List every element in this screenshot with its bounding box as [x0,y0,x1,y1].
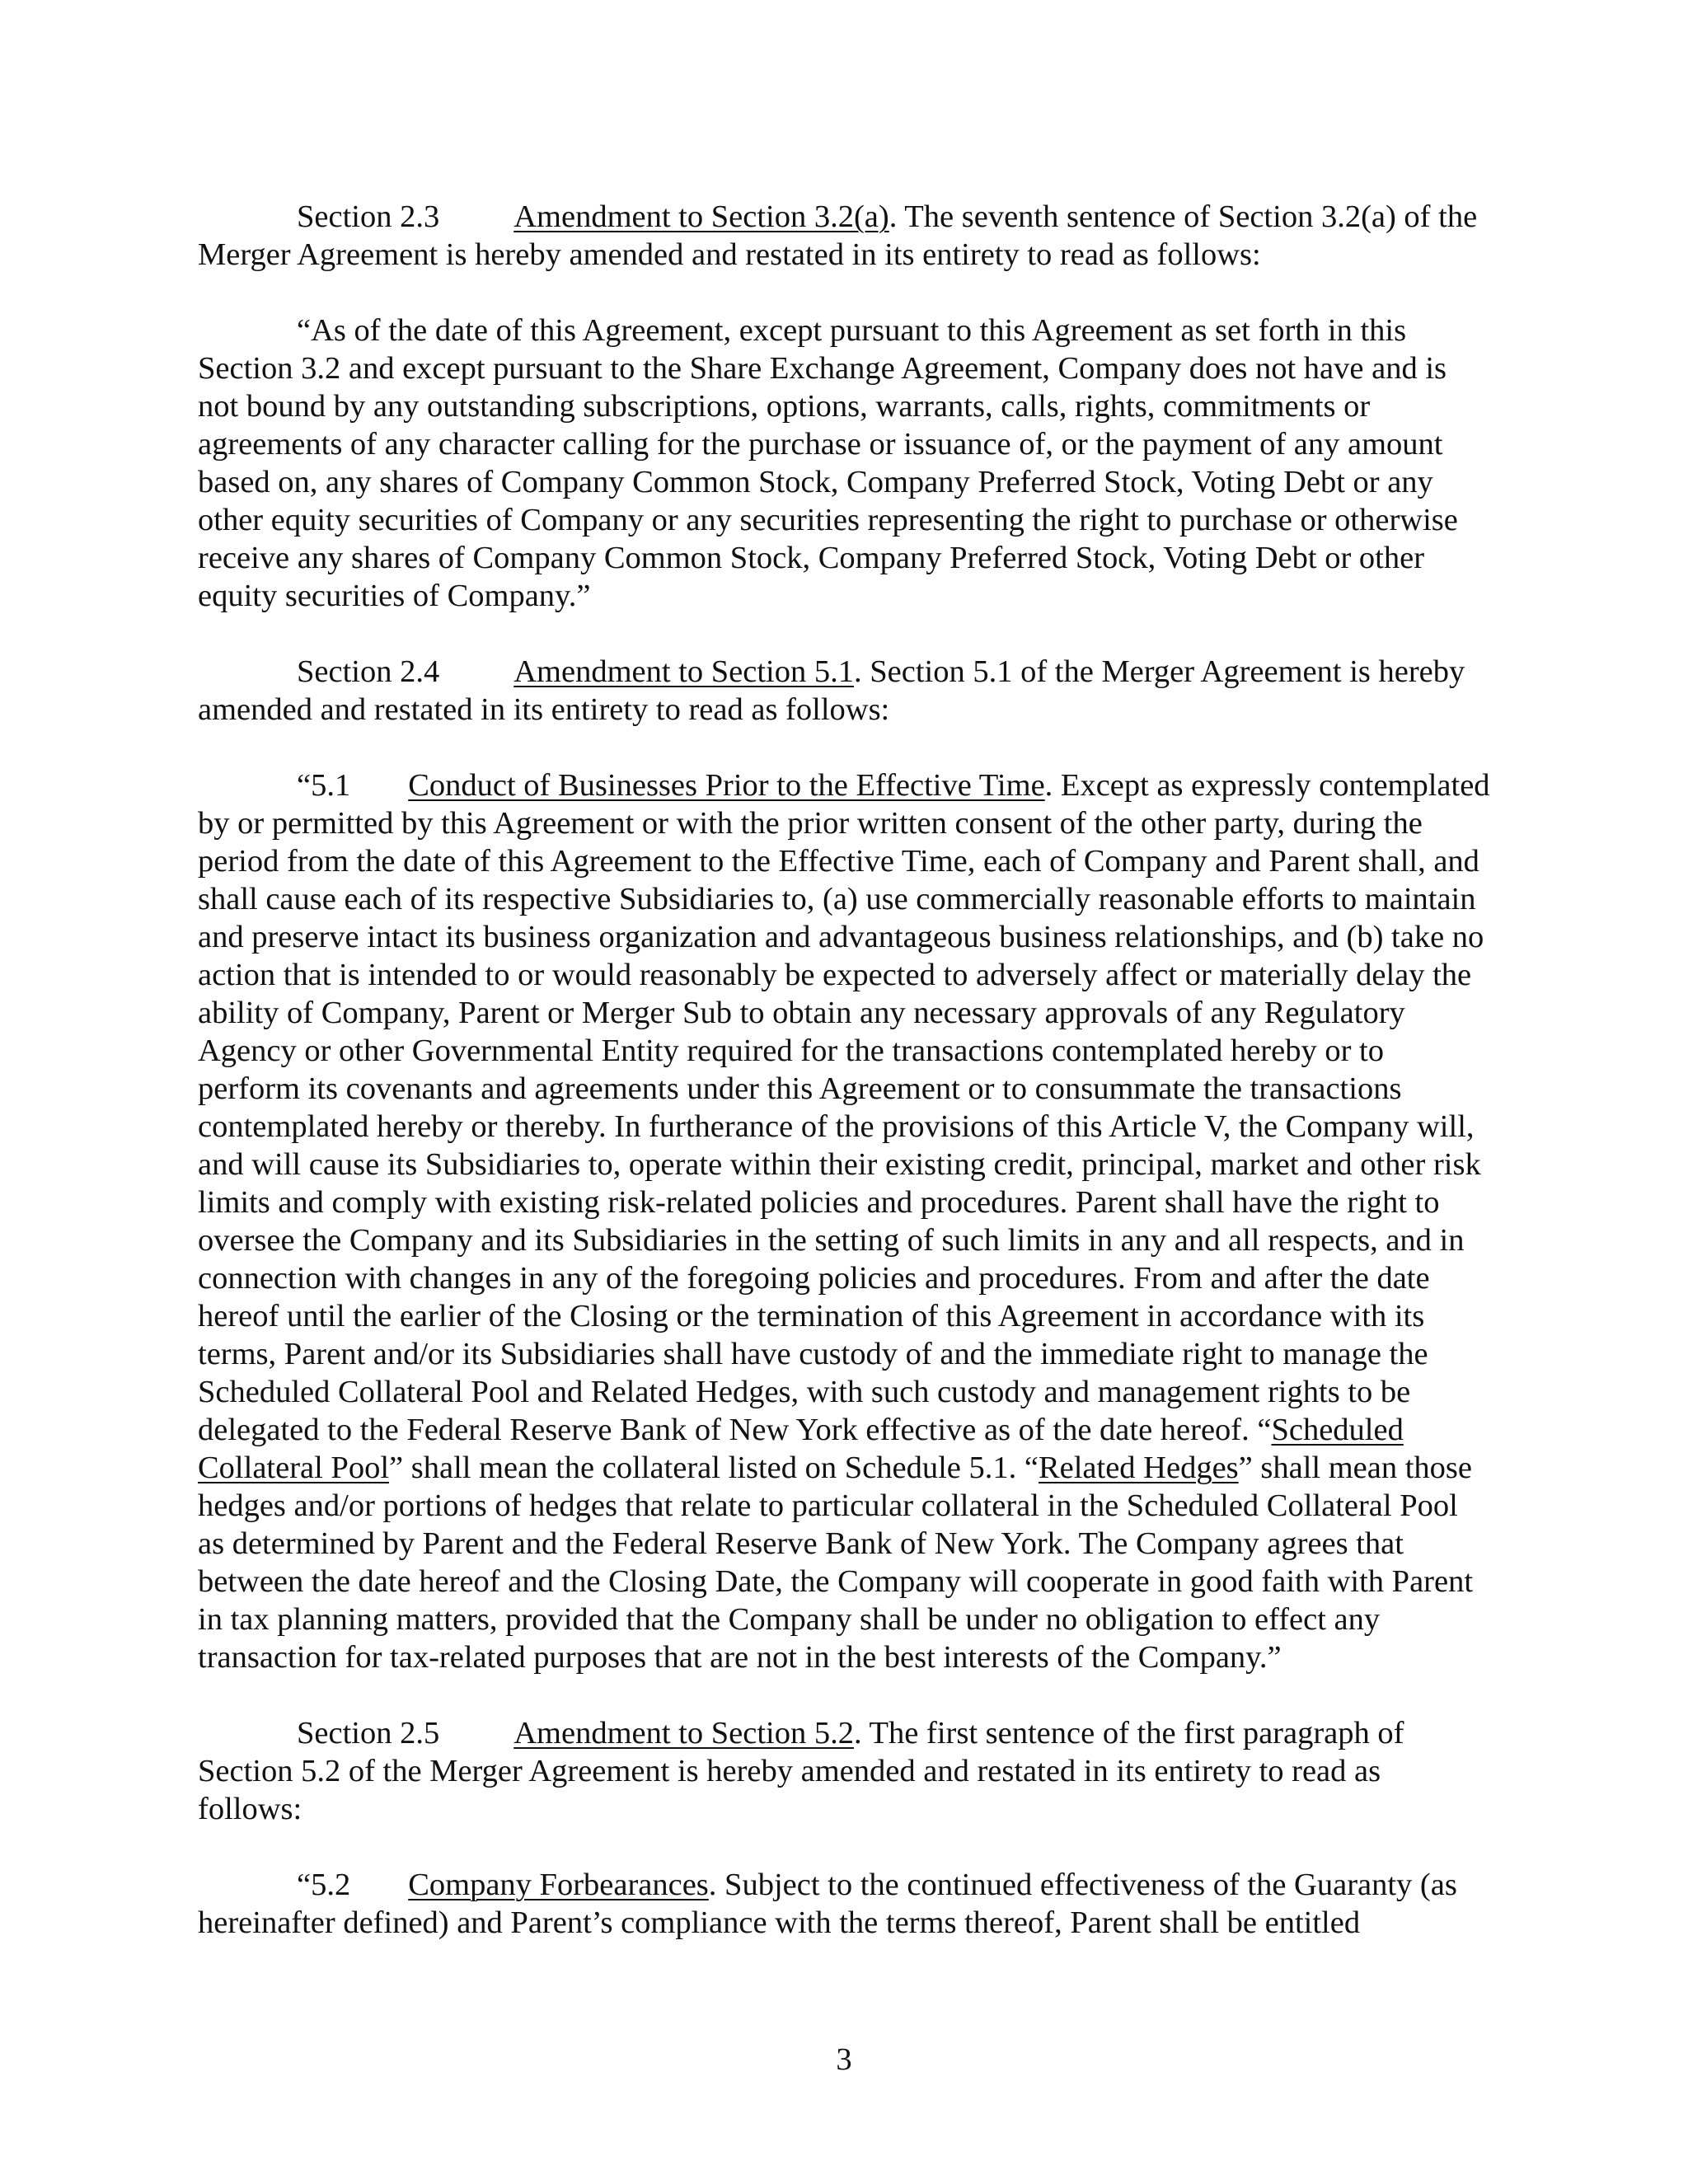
section-text: . Section 5.1 of the Merger Agreement is hereby amended and restated in its entirety to read as follows: [198,654,1465,727]
quoted-text: ” shall mean those hedges and/or portions of hedges that relate to particular collateral in the Scheduled Collateral Pool as determined by Parent and the Federal Reserve Bank of New York. The Company agrees that between the date hereof and the Closing Date, the Company will cooperate in good faith with Parent in tax planning matters, provided that the Company shall be under no obligation to effect any transaction for tax-related purposes that are not in the best interests of the Company.” [198,1451,1474,1675]
section-heading: Amendment to Section 5.1 [513,654,854,689]
quoted-paragraph-5-2 [198,1866,1492,1942]
section-heading: Amendment to Section 5.2 [513,1716,854,1750]
quoted-label: “5.1 [297,768,351,803]
defined-term-related-hedges: Related Hedges [1038,1451,1239,1485]
section-label: Section 2.4 [297,654,440,689]
document-body [198,198,1492,1980]
quoted-text: ” shall mean the collateral listed on Schedule 5.1. “ [389,1451,1039,1485]
paragraph-section-2-5 [198,1714,1492,1828]
page-number: 3 [836,2042,852,2077]
section-text: . The first sentence of the first paragraph of Section 5.2 of the Merger Agreement is hereby amended and restated in its entirety to read as follows: [198,1716,1404,1826]
section-label: Section 2.3 [297,199,440,234]
quoted-text: . Subject to the continued effectiveness of the Guaranty (as hereinafter defined) and Parent’s compliance with the terms thereof, Parent shall be entitled [198,1868,1457,1940]
paragraph-section-2-4 [198,653,1492,729]
defined-term-scheduled-collateral-pool: Scheduled Collateral Pool [198,1413,1404,1485]
quoted-heading: Conduct of Businesses Prior to the Effective Time [408,768,1045,803]
quoted-text: . Except as expressly contemplated by or permitted by this Agreement or with the prior written consent of the other party, during the period from the date of this Agreement to the Effective Time, each of Company and Parent shall, and shall cause each of its respective Subsidiaries to, (a) use commercially reasonable efforts to maintain and preserve intact its business organization and advantageous business relationships, and (b) take no action that is intended to or would reasonably be expected to adversely affect or materially delay the ability of Company, Parent or Merger Sub to obtain any necessary approvals of any Regulatory Agency or other Governmental Entity required for the transactions contemplated hereby or to perform its covenants and agreements under this Agreement or to consummate the transactions contemplated hereby or thereby. In furtherance of the provisions of this Article V, the Company will, and will cause its Subsidiaries to, operate within their existing credit, principal, market and other risk limits and comply with existing risk-related policies and procedures. Parent shall have the right to oversee the Company and its Subsidiaries in the setting of such limits in any and all respects, and in connection with changes in any of the foregoing policies and procedures. From and after the date hereof until the earlier of the Closing or the termination of this Agreement in accordance with its terms, Parent and/or its Subsidiaries shall have custody of and the immediate right to manage the Scheduled Collateral Pool and Related Hedges, with such custody and management rights to be delegated to the Federal Reserve Bank of New York effective as of the date hereof. “ [198,768,1490,1447]
quoted-heading: Company Forbearances [408,1868,709,1902]
section-text: . The seventh sentence of Section 3.2(a) of the Merger Agreement is hereby amended and restated in its entirety to read as follows: [198,199,1478,272]
section-heading: Amendment to Section 3.2(a) [513,199,889,234]
quoted-paragraph-3-2 [198,312,1492,615]
quoted-text: “As of the date of this Agreement, except pursuant to this Agreement as set forth in this Section 3.2 and except pursuant to the Share Exchange Agreement, Company does not have and is not bound by any outstanding subscriptions, options, warrants, calls, rights, commitments or agreements of any character calling for the purchase or issuance of, or the payment of any amount based on, any shares of Company Common Stock, Company Preferred Stock, Voting Debt or any other equity securities of Company or any securities representing the right to purchase or otherwise receive any shares of Company Common Stock, Company Preferred Stock, Voting Debt or other equity securities of Company.” [198,313,1458,613]
paragraph-section-2-3 [198,198,1492,274]
quoted-paragraph-5-1 [198,766,1492,1676]
quoted-label: “5.2 [297,1868,351,1902]
section-label: Section 2.5 [297,1716,440,1750]
